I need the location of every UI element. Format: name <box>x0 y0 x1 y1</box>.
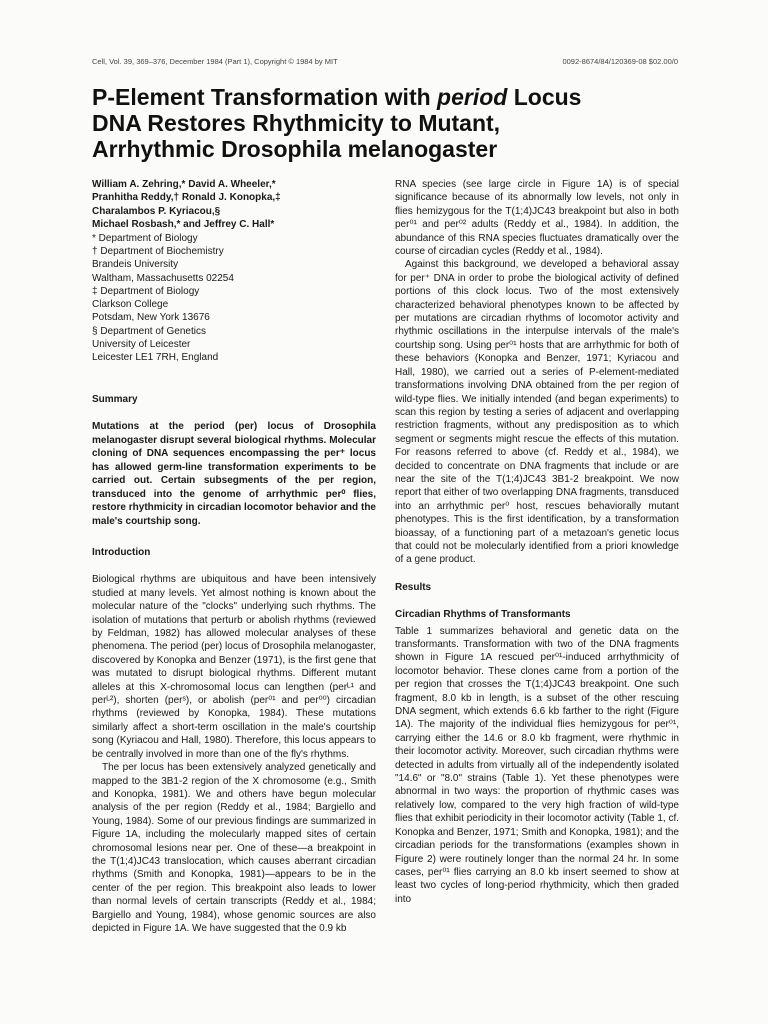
body-paragraph-1: RNA species (see large circle in Figure 1A) is of special significance because of its abnormally low levels, not only in flies hemizygous for the T(1;4)JC43 breakpoint but also in both per⁰¹ and per⁰² adults (Reddy et al., 1984). In addition, the abundance of this RNA species fluctuates dramatically over the course of circadian cycles (Reddy et al., 1984). <box>395 179 679 258</box>
left-column <box>92 178 376 935</box>
summary-heading: Summary <box>92 393 138 405</box>
body-paragraph-2: Against this background, we developed a behavioral assay for per⁺ DNA in order to probe the biological activity of defined portions of this clock locus. Two of the most extensively characterized behavioral phenotypes known to be affected by per mutations are circadian rhythms of locomotor activity and rhythmic oscillations in the interpulse intervals of the male's courtship song. Using per⁰¹ hosts that are arrhythmic for both of these behaviors (Konopka and Benzer, 1971; Kyriacou and Hall, 1980), we carried out a series of P-element-mediated transformations involving DNA obtained from the per region of wild-type flies. We initially intended (and began experiments) to scan this region by testing a series of adjacent and overlapping restriction fragments, without any predisposition as to which segment or segments might rescue the effects of this mutation. For reasons referred to above (cf. Reddy et al., 1984), we decided to concentrate on DNA fragments that include or are near the site of the T(1;4)JC43 3B1-2 breakpoint. We now report that either of two overlapping DNA fragments, transduced into an arrhythmic per⁰ host, rescues behaviorally mutant phenotypes. This is the first identification, by a transformation bioassay, of a functioning part of a metazoan's genetic locus that could not be molecularly identified from a priori knowledge of a gene product. <box>395 259 679 566</box>
introduction-heading: Introduction <box>92 547 151 558</box>
affiliations: * Department of Biology † Department of Biochemistry Brandeis University Waltham, Massachusetts 02254 ‡ Department of Biology Clarkson College Potsdam, New York 13676 § Department of Genetics University of Leicester Leicester LE1 7RH, England <box>92 232 234 364</box>
intro-paragraph-1: Biological rhythms are ubiquitous and have been intensively studied at many levels. Yet almost nothing is known about the molecular nature of the "clocks" underlying such rhythms. The isolation of mutations that perturb or abolish rhythms (reviewed by Feldman, 1982) has allowed molecular analyses of these phenomena. The period (per) locus of Drosophila melanogaster, discovered by Konopka and Benzer (1971), is the first gene that was mutated to disrupt biological rhythms. Different mutant alleles at this X-chromosomal locus can lengthen (perᴸ¹ and perᴸ²), shorten (perˢ), or abolish (per⁰¹ and per⁰⁰) circadian rhythms (reviewed by Konopka, 1984). These mutations similarly affect a short-term oscillation in the male's courtship song (Kyriacou and Hall, 1980). Therefore, this locus appears to be centrally involved in more than one of the fly's rhythms. <box>92 574 376 760</box>
intro-paragraph-2: The per locus has been extensively analyzed genetically and mapped to the 3B1-2 region of the X chromosome (e.g., Smith and Konopka, 1981). We and others have begun molecular analysis of the per region (Reddy et al., 1984; Bargiello and Young, 1984). Some of our previous findings are summarized in Figure 1A, including the molecularly mapped sites of certain chromosomal lesions near per. One of these—a breakpoint in the T(1;4)JC43 translocation, which causes aberrant circadian rhythms (Smith and Konopka, 1981)—appears to be in the center of the per region. This breakpoint also leads to lower than normal levels of certain transcripts (Reddy et al., 1984; Bargiello and Young, 1984), whose genomic sources are also depicted in Figure 1A. We have suggested that the 0.9 kb <box>92 762 376 934</box>
results-paragraph-1: Table 1 summarizes behavioral and genetic data on the transformants. Transformation with two of the DNA fragments shown in Figure 1A rescued per⁰¹-induced arrhythmicity of locomotor behavior. These clones came from a portion of the per region that crosses the T(1;4)JC43 breakpoint. One such fragment, 8.0 kb in length, is a subset of the other rescuing DNA segment, which extends 6.6 kb farther to the right (Figure 1A). The majority of the individual flies hemizygous for per⁰¹, carrying either the 14.6 or 8.0 kb fragment, were rhythmic in their locomotor activity. Moreover, such circadian rhythms were detected in adults from virtually all of the independently isolated "14.6" or "8.0" strains (Table 1). Yet these phenotypes were abnormal in two ways: the proportion of rhythmic cases was relatively low, compared to the very high fraction of wild-type flies that exhibit periodicity in their locomotor activity (Table 1, cf. Konopka and Benzer, 1971; Smith and Konopka, 1981); and the circadian periods for the transformations (examples shown in Figure 2) were routinely longer than the normal 24 hr. In some cases, per⁰¹ flies carrying an 8.0 kb insert seemed to show at least two cycles of long-period rhythmicity, which then graded into <box>395 625 680 905</box>
summary-text: Mutations at the period (per) locus of Drosophila melanogaster disrupt several biological rhythms. Molecular cloning of DNA sequences encompassing the per⁺ locus has allowed germ-line transformation experiments to be carried out. Certain subsegments of the per region, transduced into the genome of arrhythmic per⁰ flies, restore rhythmicity in circadian locomotor behavior and the male's courtship song. <box>92 421 376 527</box>
title-line-3: Arrhythmic Drosophila melanogaster <box>92 136 498 162</box>
article-code: 0092-8674/84/120369-08 $02.00/0 <box>562 57 678 66</box>
article-title <box>92 84 682 162</box>
title-line-2: DNA Restores Rhythmicity to Mutant, <box>92 110 501 136</box>
results-subheading: Circadian Rhythms of Transformants <box>395 609 571 621</box>
author-list: William A. Zehring,* David A. Wheeler,* Pranhitha Reddy,† Ronald J. Konopka,‡ Charalambos P. Kyriacou,§ Michael Rosbash,* and Jeffrey C. Hall* <box>92 179 281 231</box>
results-heading: Results <box>395 581 432 593</box>
journal-citation: Cell, Vol. 39, 369–376, December 1984 (Part 1), Copyright © 1984 by MIT <box>92 57 338 66</box>
right-column <box>395 178 679 906</box>
title-line-1: P-Element Transformation with period Locus <box>92 84 582 110</box>
